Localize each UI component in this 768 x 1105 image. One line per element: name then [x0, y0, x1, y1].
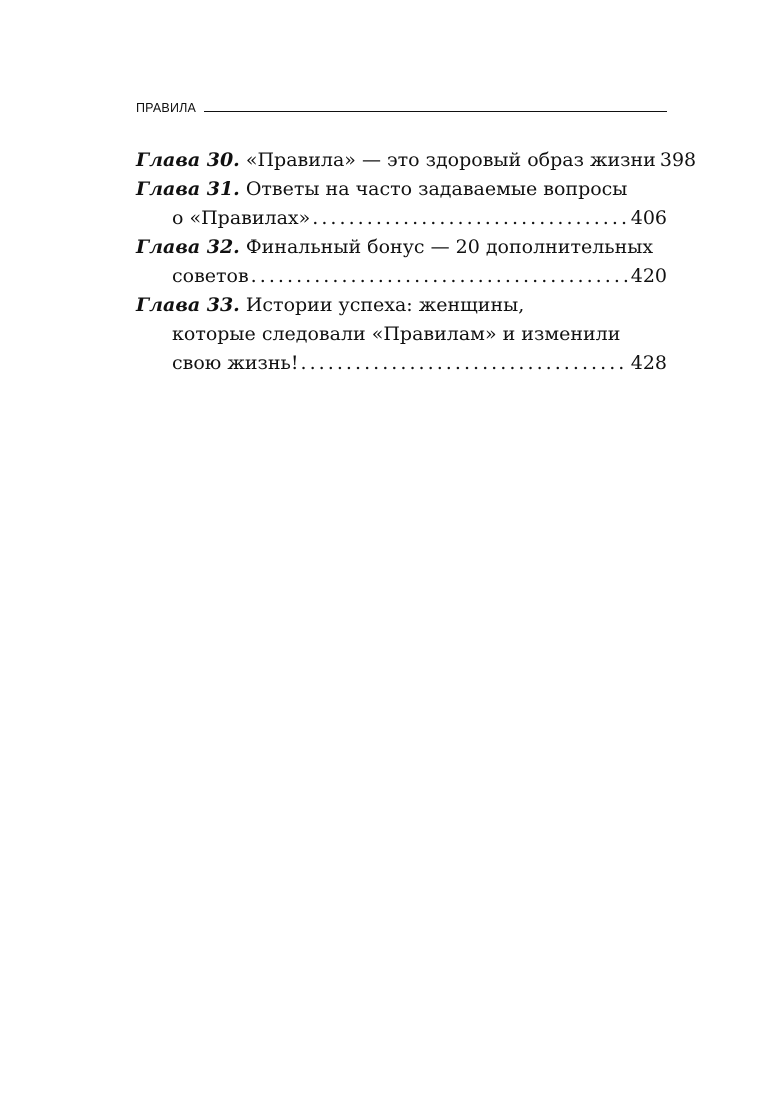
- dot-leader: [251, 262, 629, 291]
- toc-line: [136, 291, 667, 320]
- toc-line: [136, 146, 697, 175]
- chapter-title: Ответы на часто задаваемые вопросы: [245, 178, 628, 200]
- toc-line: [136, 349, 667, 378]
- running-header: [136, 96, 667, 114]
- dot-leader: [312, 204, 628, 233]
- dot-leader: [301, 349, 629, 378]
- toc-entry-chapter-32[interactable]: [136, 233, 667, 291]
- table-of-contents: [136, 146, 697, 378]
- chapter-title: Истории успеха: женщины,: [245, 294, 525, 316]
- header-rule: [204, 111, 667, 112]
- chapter-title-continued: о «Правилах»: [172, 207, 311, 229]
- chapter-title: «Правила» — это здоровый образ жизни: [245, 149, 656, 171]
- toc-line: [136, 262, 667, 291]
- chapter-title-continued: советов: [172, 265, 249, 287]
- page-number: 406: [630, 207, 667, 229]
- page-number: 398: [659, 149, 697, 171]
- chapter-label: Глава 30.: [136, 149, 240, 171]
- toc-line: [136, 204, 667, 233]
- chapter-label: Глава 31.: [136, 178, 240, 200]
- chapter-label: Глава 33.: [136, 294, 240, 316]
- page-number: 428: [630, 352, 667, 374]
- toc-entry-chapter-30[interactable]: [136, 146, 697, 175]
- toc-entry-chapter-33[interactable]: [136, 291, 667, 378]
- running-title: ПРАВИЛА: [136, 100, 197, 115]
- toc-entry-chapter-31[interactable]: [136, 175, 667, 233]
- page-number: 420: [630, 265, 667, 287]
- chapter-title-continued: свою жизнь!: [172, 352, 299, 374]
- toc-line: [136, 233, 667, 262]
- toc-line: [136, 175, 667, 204]
- chapter-title: Финальный бонус — 20 дополнительных: [245, 236, 654, 258]
- chapter-title-continued: которые следовали «Правилам» и изменили: [172, 323, 621, 345]
- toc-line: [136, 320, 667, 349]
- book-page: [136, 96, 697, 378]
- chapter-label: Глава 32.: [136, 236, 240, 258]
